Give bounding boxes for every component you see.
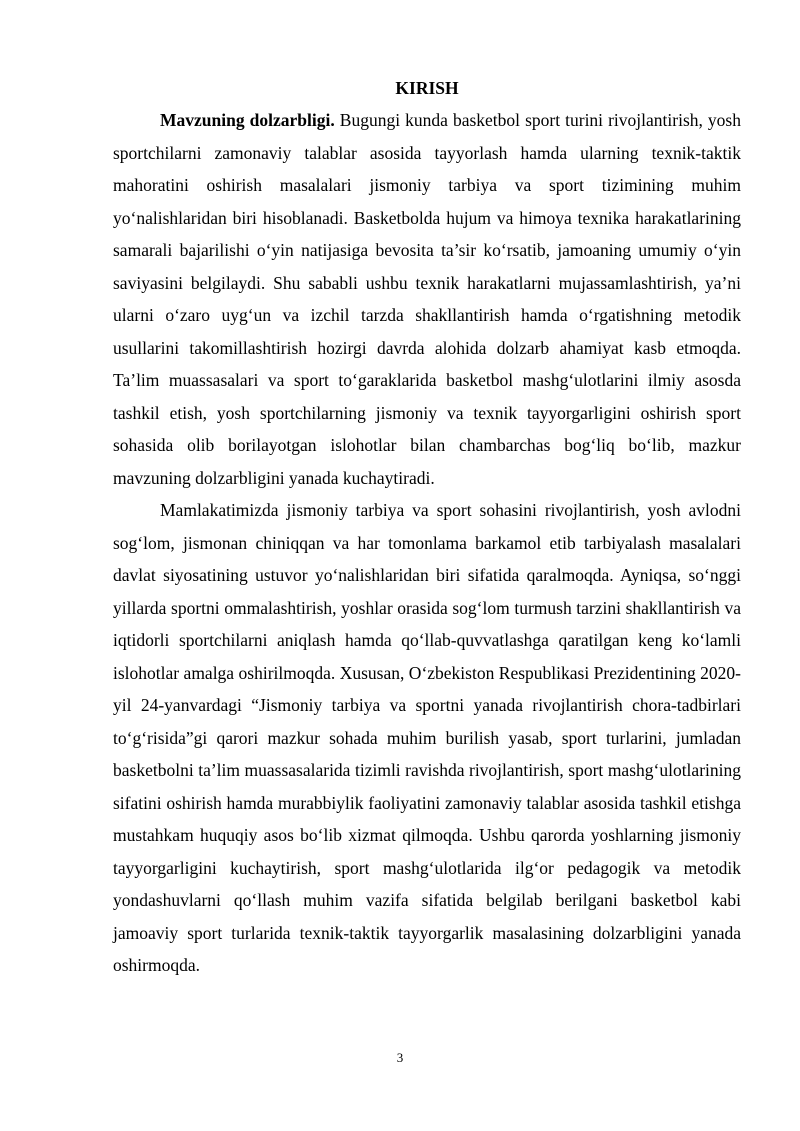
page-number: 3 — [396, 1050, 404, 1065]
page-content — [113, 72, 741, 982]
paragraph-lead: Mavzuning dolzarbligi. — [160, 110, 335, 130]
paragraph-relevance — [113, 104, 741, 494]
paragraph-body: Bugungi kunda basketbol sport turini rivojlantirish, yosh sportchilarni zamonaviy talablar asosida tayyorlash hamda ularning texnik-taktik mahoratini oshirish masalalari jismoniy tarbiya va sport tizimining muhim yo‘nalishlaridan biri hisoblanadi. Basketbolda hujum va himoya texnika harakatlarining samarali bajarilishi o‘yin natijasiga bevosita ta’sir ko‘rsatib, jamoaning umumiy o‘yin saviyasini belgilaydi. Shu sababli ushbu texnik harakatlarni mujassamlashtirish, ya’ni ularni o‘zaro uyg‘un va izchil tarzda shakllantirish hamda o‘rgatishning metodik usullarini takomillashtirish hozirgi davrda alohida dolzarb ahamiyat kasb etmoqda. Ta’lim muassasalari va sport to‘garaklarida basketbol mashg‘ulotlarini ilmiy asosda tashkil etish, yosh sportchilarning jismoniy va texnik tayyorgarligini oshirish sport sohasida olib borilayotgan islohotlar bilan chambarchas bog‘liq bo‘lib, mazkur mavzuning dolzarbligini yanada kuchaytiradi. — [113, 110, 741, 488]
paragraph-state-policy: Mamlakatimizda jismoniy tarbiya va sport sohasini rivojlantirish, yosh avlodni sog‘lom, jismonan chiniqqan va har tomonlama barkamol etib tarbiyalash masalalari davlat siyosatining ustuvor yo‘nalishlaridan biri sifatida qaralmoqda. Ayniqsa, so‘nggi yillarda sportni ommalashtirish, yoshlar orasida sog‘lom turmush tarzini shakllantirish va iqtidorli sportchilarni aniqlash hamda qo‘llab-quvvatlashga qaratilgan keng ko‘lamli islohotlar amalga oshirilmoqda. Xususan, O‘zbekiston Respublikasi Prezidentining 2020-yil 24-yanvardagi “Jismoniy tarbiya va sportni yanada rivojlantirish chora-tadbirlari to‘g‘risida”gi qarori mazkur sohada muhim burilish yasab, sport turlarini, jumladan basketbolni ta’lim muassasalarida tizimli ravishda rivojlantirish, sport mashg‘ulotlarining sifatini oshirish hamda murabbiylik faoliyatini zamonaviy talablar asosida tashkil etishga mustahkam huquqiy asos bo‘lib xizmat qilmoqda. Ushbu qarorda yoshlarning jismoniy tayyorgarligini kuchaytirish, sport mashg‘ulotlarida ilg‘or pedagogik va metodik yondashuvlarni qo‘llash muhim vazifa sifatida belgilab berilgani basketbol kabi jamoaviy sport turlarida texnik-taktik tayyorgarlik masalasining dolzarbligini yanada oshirmoqda. — [113, 500, 741, 975]
section-heading: KIRISH — [395, 78, 459, 98]
